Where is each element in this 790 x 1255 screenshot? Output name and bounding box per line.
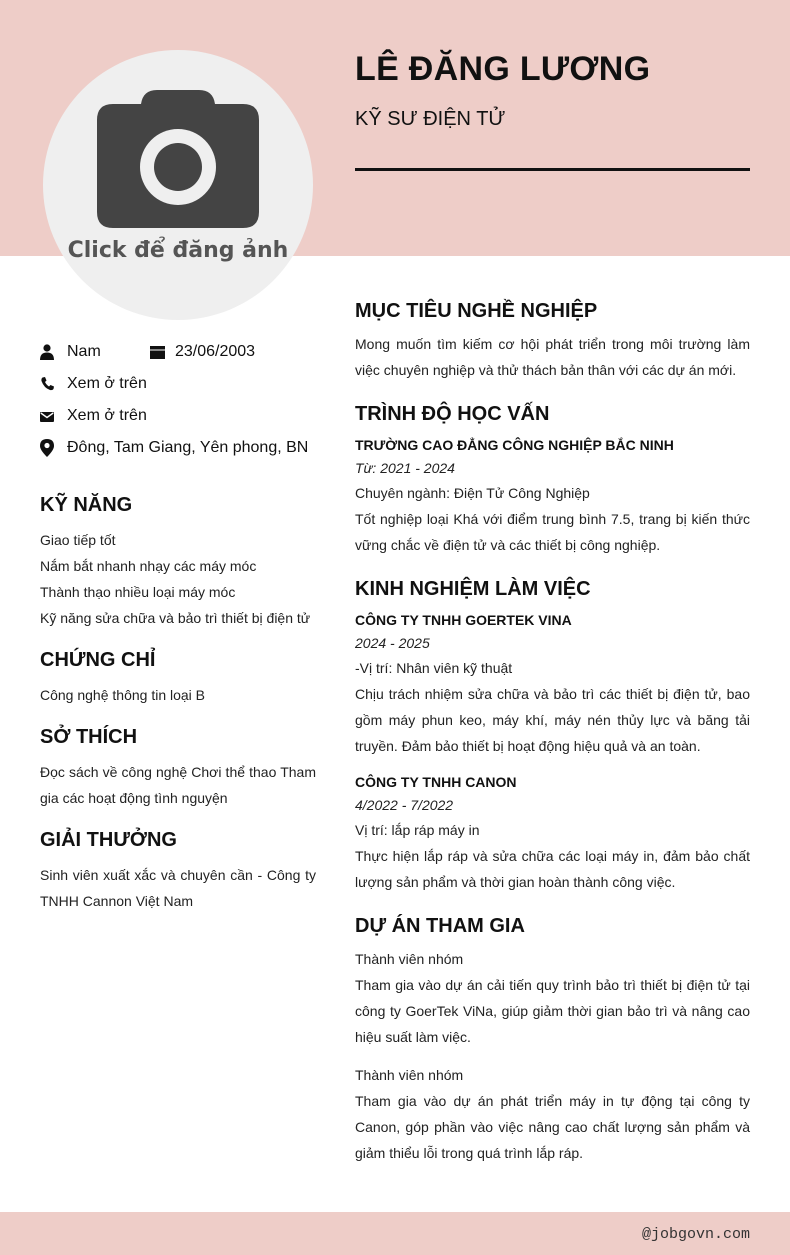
hobbies-section	[40, 726, 316, 811]
title-divider	[355, 168, 750, 171]
skills-heading: KỸ NĂNG	[40, 494, 133, 516]
avatar-upload[interactable]	[43, 50, 313, 320]
skill-item: Thành thạo nhiều loại máy móc	[40, 584, 236, 600]
camera-icon	[97, 90, 259, 232]
experience-section	[355, 578, 750, 895]
job-entry	[355, 771, 750, 895]
education-section	[355, 403, 750, 558]
project-role: Thành viên nhóm	[355, 1067, 464, 1083]
education-period: Từ: 2021 - 2024	[355, 460, 455, 476]
objective-heading: MỤC TIÊU NGHỀ NGHIỆP	[355, 300, 598, 322]
location-icon	[40, 439, 54, 457]
objective-section	[355, 300, 750, 383]
job-title: KỸ SƯ ĐIỆN TỬ	[355, 108, 506, 130]
address-value: Đông, Tam Giang, Yên phong, BN	[67, 439, 309, 456]
left-column	[40, 340, 316, 914]
footer-watermark: @jobgovn.com	[641, 1226, 750, 1243]
skill-item: Giao tiếp tốt	[40, 532, 116, 548]
awards-heading: GIẢI THƯỞNG	[40, 829, 177, 851]
gender-dob-row	[40, 340, 316, 372]
experience-heading: KINH NGHIỆM LÀM VIỆC	[355, 578, 591, 600]
job-desc: Thực hiện lắp ráp và sửa chữa các loại máy in, đảm bảo chất lượng sản phẩm và thời gian hoàn thành công việc.	[355, 848, 750, 890]
phone-icon	[40, 376, 54, 392]
job-company: CÔNG TY TNHH CANON	[355, 774, 517, 790]
skill-item: Nắm bắt nhanh nhạy các máy móc	[40, 558, 257, 574]
job-role: Vị trí: lắp ráp máy in	[355, 822, 480, 838]
calendar-icon	[150, 346, 165, 359]
education-major: Chuyên ngành: Điện Tử Công Nghiệp	[355, 485, 590, 501]
job-desc: Chịu trách nhiệm sửa chữa và bảo trì các thiết bị điện tử, bao gồm máy phun keo, máy khí, máy nén thủy lực và băng tải truyền. Đảm bảo thiết bị hoạt động hiệu quả và an toàn.	[355, 686, 750, 754]
phone-row	[40, 372, 316, 404]
certificate-item: Công nghệ thông tin loại B	[40, 687, 206, 703]
school-name: TRƯỜNG CAO ĐẲNG CÔNG NGHIỆP BẮC NINH	[355, 437, 674, 453]
email-row	[40, 404, 316, 436]
dob-value: 23/06/2003	[175, 343, 256, 360]
project-desc: Tham gia vào dự án cải tiến quy trình bảo trì thiết bị điện tử tại công ty GoerTek ViNa, giúp giảm thời gian bảo trì và nâng cao hiệu suất làm việc.	[355, 977, 750, 1045]
skill-item: Kỹ năng sửa chữa và bảo trì thiết bị điện tử	[40, 610, 311, 626]
skills-section	[40, 494, 316, 631]
job-company: CÔNG TY TNHH GOERTEK VINA	[355, 612, 572, 628]
address-row	[40, 436, 316, 468]
job-role: -Vị trí: Nhân viên kỹ thuật	[355, 660, 513, 676]
job-period: 4/2022 - 7/2022	[355, 797, 454, 813]
objective-text: Mong muốn tìm kiếm cơ hội phát triển trong môi trường làm việc chuyên nghiệp và thử thách bản thân với các dự án mới.	[355, 336, 750, 378]
certificates-section	[40, 649, 316, 708]
projects-heading: DỰ ÁN THAM GIA	[355, 915, 525, 937]
job-period: 2024 - 2025	[355, 635, 430, 651]
education-desc: Tốt nghiệp loại Khá với điểm trung bình 7.5, trang bị kiến thức vững chắc về điện tử và các thiết bị công nghiệp.	[355, 511, 750, 553]
hobbies-text: Đọc sách về công nghệ Chơi thể thao Tham gia các hoạt động tình nguyện	[40, 764, 316, 806]
projects-section	[355, 915, 750, 1166]
candidate-name: LÊ ĐĂNG LƯƠNG	[355, 50, 651, 88]
phone-value: Xem ở trên	[67, 375, 147, 392]
job-entry	[355, 609, 750, 759]
hobbies-heading: SỞ THÍCH	[40, 726, 138, 748]
right-column	[355, 300, 750, 1186]
certificates-heading: CHỨNG CHỈ	[40, 649, 156, 671]
mail-icon	[40, 408, 54, 424]
awards-text: Sinh viên xuất xắc và chuyên cần - Công ty TNHH Cannon Việt Nam	[40, 867, 316, 909]
project-entry	[355, 946, 750, 1050]
awards-section	[40, 829, 316, 914]
avatar-upload-label: Click để đăng ảnh	[67, 238, 289, 263]
project-desc: Tham gia vào dự án phát triển máy in tự động tại công ty Canon, góp phần vào việc nâng cao chất lượng sản phẩm và giảm thiểu lỗi trong quá trình lắp ráp.	[355, 1093, 750, 1161]
email-value: Xem ở trên	[67, 407, 147, 424]
project-role: Thành viên nhóm	[355, 951, 464, 967]
gender-value: Nam	[67, 343, 101, 360]
user-icon	[40, 344, 54, 360]
education-heading: TRÌNH ĐỘ HỌC VẤN	[355, 403, 550, 425]
project-entry	[355, 1062, 750, 1166]
